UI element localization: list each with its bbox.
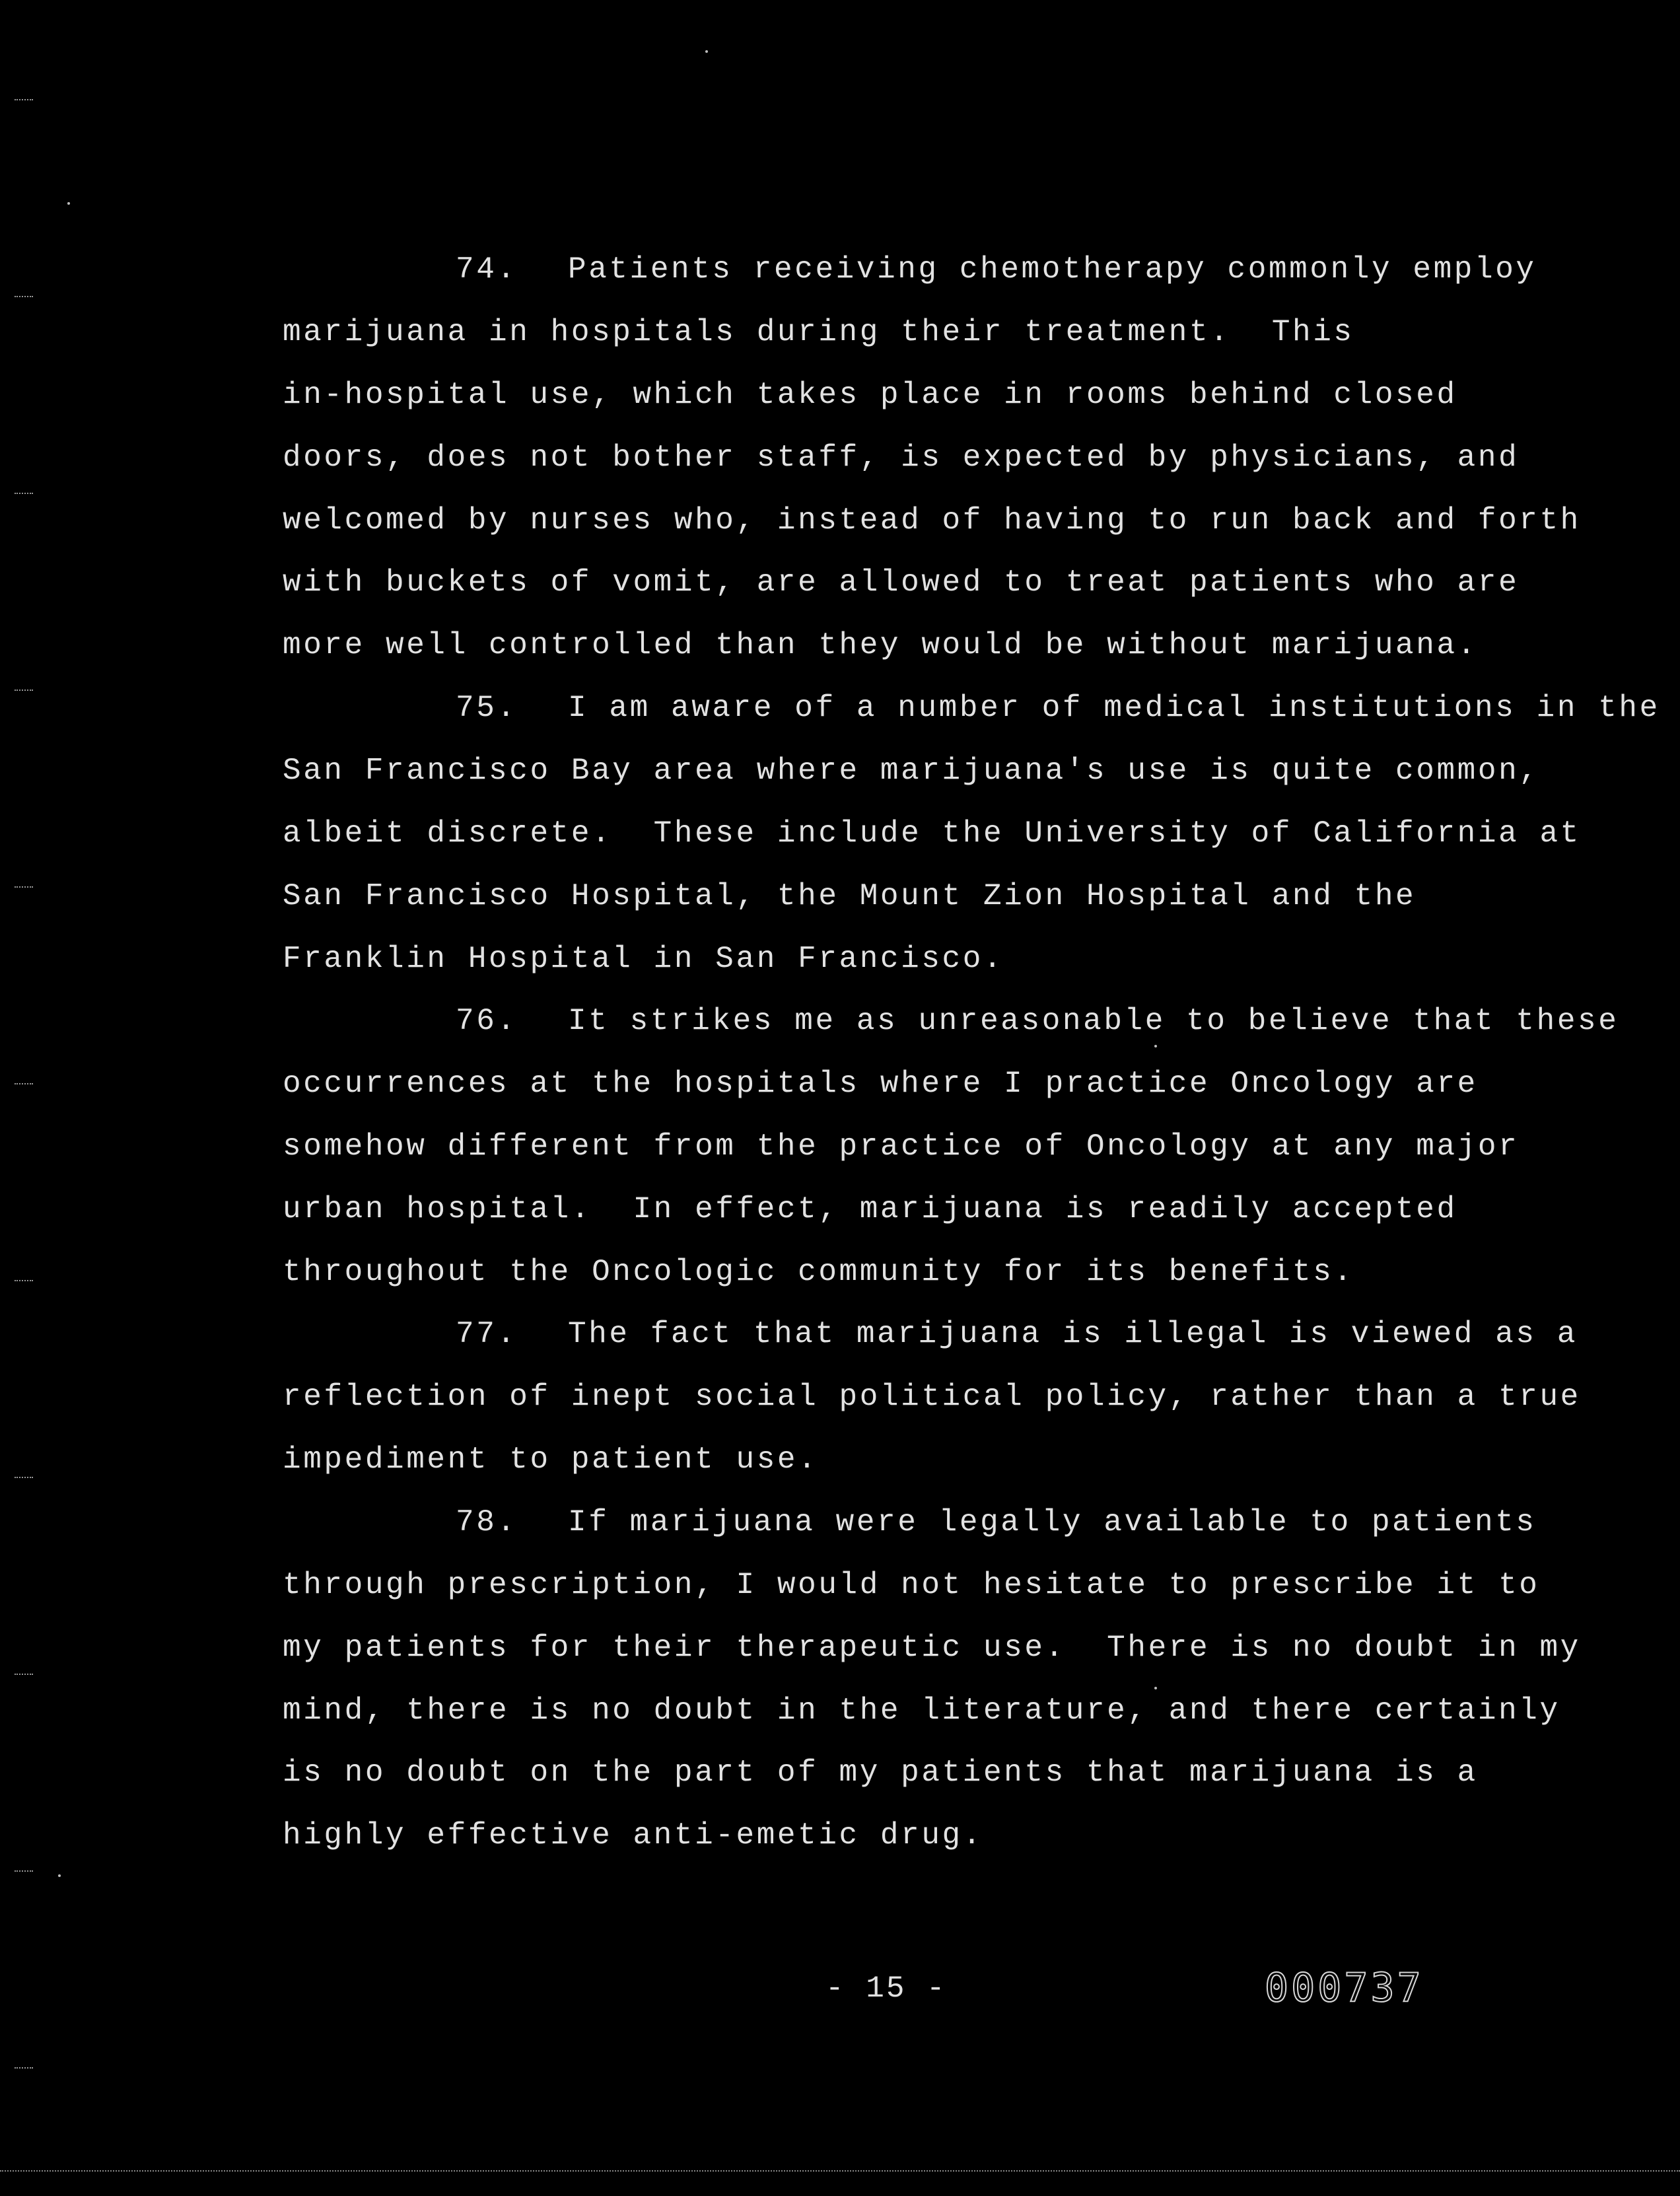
paragraph-76-line-4: urban hospital. In effect, marijuana is readily accepted	[283, 1192, 1457, 1226]
paragraph-77-line-1	[456, 1314, 1578, 1354]
paragraph-74-line-1	[456, 250, 1537, 289]
margin-mark	[15, 99, 33, 104]
line-text: Patients receiving chemotherapy commonly employ	[568, 252, 1537, 287]
line-text: If marijuana were legally available to patients	[568, 1505, 1537, 1540]
margin-mark	[15, 1870, 33, 1876]
bates-stamp: 000737	[1265, 1965, 1424, 2011]
margin-mark	[15, 690, 33, 695]
paragraph-77-line-2: reflection of inept social political policy, rather than a true	[283, 1380, 1581, 1414]
margin-mark	[15, 1083, 33, 1088]
paragraph-78-line-5: is no doubt on the part of my patients that marijuana is a	[283, 1755, 1478, 1790]
paragraph-number-77: 77.	[456, 1317, 518, 1351]
paragraph-number-78: 78.	[456, 1505, 518, 1540]
paragraph-74-line-7: more well controlled than they would be without marijuana.	[283, 628, 1478, 662]
paragraph-75-line-1	[456, 688, 1660, 728]
paragraph-76-line-2: occurrences at the hospitals where I practice Oncology are	[283, 1067, 1478, 1101]
paragraph-74-line-6: with buckets of vomit, are allowed to treat patients who are	[283, 565, 1520, 600]
paragraph-75-line-3: albeit discrete. These include the University of California at	[283, 816, 1581, 851]
scan-speck	[705, 50, 708, 53]
paragraph-75-line-5: Franklin Hospital in San Francisco.	[283, 942, 1004, 976]
scan-speck	[1154, 1687, 1157, 1689]
paragraph-76-line-3: somehow different from the practice of Oncology at any major	[283, 1129, 1520, 1164]
margin-mark	[15, 1674, 33, 1679]
paragraph-75-line-2: San Francisco Bay area where marijuana's use is quite common,	[283, 754, 1540, 788]
paragraph-78-line-3: my patients for their therapeutic use. There is no doubt in my	[283, 1631, 1581, 1665]
paragraph-76-line-5: throughout the Oncologic community for its benefits.	[283, 1255, 1354, 1289]
line-text: I am aware of a number of medical institutions in the	[568, 691, 1660, 725]
margin-mark	[15, 2067, 33, 2072]
scan-speck	[58, 1874, 61, 1877]
paragraph-78-line-4: mind, there is no doubt in the literature, and there certainly	[283, 1693, 1560, 1728]
paragraph-number-74: 74.	[456, 252, 518, 287]
margin-mark	[15, 493, 33, 498]
line-text: It strikes me as unreasonable to believe that these	[568, 1004, 1619, 1038]
page-number: - 15 -	[825, 1971, 947, 2006]
scan-bottom-edge	[0, 2170, 1680, 2172]
paragraph-76-line-1	[456, 1001, 1619, 1041]
paragraph-number-75: 75.	[456, 691, 518, 725]
paragraph-75-line-4: San Francisco Hospital, the Mount Zion Hospital and the	[283, 879, 1417, 913]
margin-mark	[15, 1477, 33, 1482]
paragraph-74-line-3: in-hospital use, which takes place in rooms behind closed	[283, 378, 1457, 412]
paragraph-74-line-2: marijuana in hospitals during their treatment. This	[283, 315, 1354, 349]
paragraph-78-line-6: highly effective anti-emetic drug.	[283, 1818, 983, 1853]
paragraph-number-76: 76.	[456, 1004, 518, 1038]
margin-mark	[15, 1280, 33, 1285]
paragraph-78-line-1	[456, 1503, 1537, 1542]
paragraph-74-line-5: welcomed by nurses who, instead of having to run back and forth	[283, 503, 1581, 538]
scan-speck	[1154, 1045, 1157, 1047]
line-text: The fact that marijuana is illegal is viewed as a	[568, 1317, 1578, 1351]
paragraph-78-line-2: through prescription, I would not hesitate to prescribe it to	[283, 1568, 1540, 1602]
margin-mark	[15, 886, 33, 892]
margin-mark	[15, 296, 33, 301]
paragraph-74-line-4: doors, does not bother staff, is expected by physicians, and	[283, 441, 1520, 475]
scan-speck	[67, 202, 70, 205]
paragraph-77-line-3: impediment to patient use.	[283, 1442, 819, 1477]
